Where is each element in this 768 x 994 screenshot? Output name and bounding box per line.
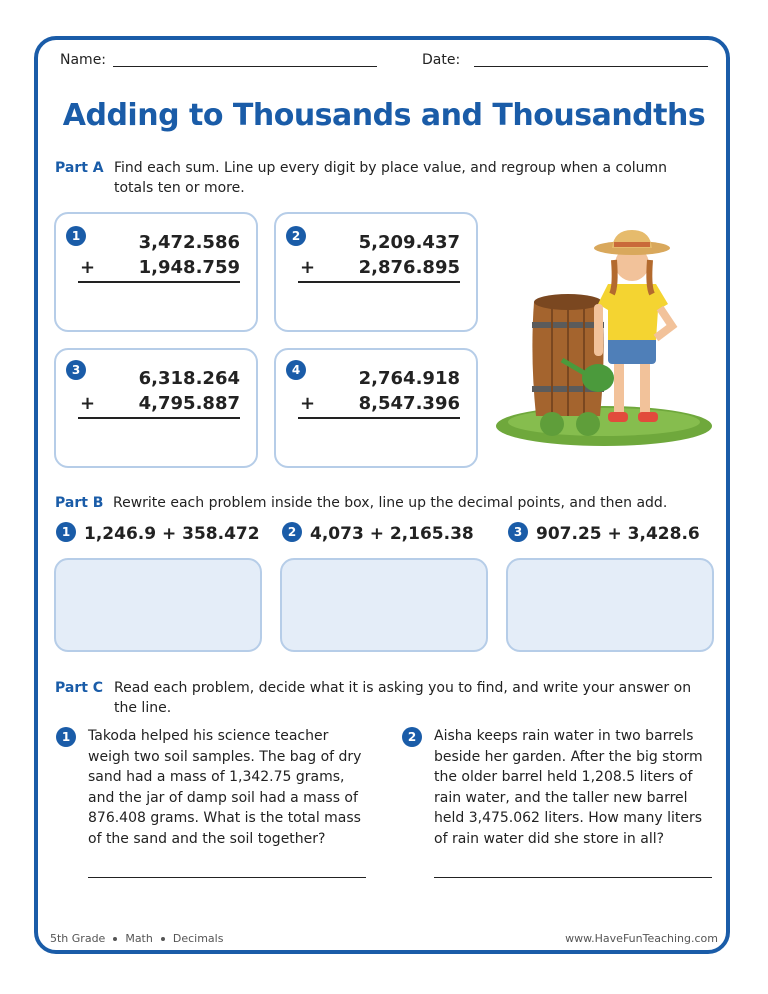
problem-expression: 4,073 + 2,165.38 — [310, 524, 474, 544]
addend-bottom: 8,547.396 — [358, 393, 460, 414]
plus-sign: + — [80, 393, 96, 414]
answer-box[interactable] — [506, 558, 714, 652]
answer-box[interactable] — [54, 558, 262, 652]
part-a-label: Part A — [55, 160, 104, 176]
part-c-label: Part C — [55, 680, 104, 696]
part-c-instruction: Read each problem, decide what it is asking you to find, and write your answer on the line. — [114, 680, 692, 716]
answer-box[interactable] — [280, 558, 488, 652]
answer-line[interactable] — [434, 877, 712, 878]
date-line[interactable] — [474, 66, 708, 67]
problem-number: 2 — [402, 727, 422, 747]
sum-line — [78, 417, 240, 419]
page-title: Adding to Thousands and Thousandths — [62, 98, 706, 133]
problem-number: 1 — [56, 727, 76, 747]
addend-top: 2,764.918 — [358, 368, 460, 389]
footer-tags — [50, 932, 223, 945]
plus-sign: + — [300, 393, 316, 414]
problem-number: 2 — [282, 522, 302, 542]
problem-number: 1 — [56, 522, 76, 542]
part-b-problem — [282, 524, 474, 544]
sum-line — [78, 281, 240, 283]
problem-number: 2 — [286, 226, 306, 246]
addend-bottom: 4,795.887 — [138, 393, 240, 414]
problem-box[interactable] — [54, 212, 258, 332]
addend-bottom: 2,876.895 — [358, 257, 460, 278]
problem-number: 4 — [286, 360, 306, 380]
grade-tag: 5th Grade — [50, 932, 106, 945]
part-b-label: Part B — [55, 495, 104, 511]
part-b-instruction: Rewrite each problem inside the box, line up the decimal points, and then add. — [113, 495, 668, 511]
problem-number: 1 — [66, 226, 86, 246]
plus-sign: + — [80, 257, 96, 278]
problem-box[interactable] — [274, 212, 478, 332]
addend-top: 5,209.437 — [358, 232, 460, 253]
addend-top: 6,318.264 — [138, 368, 240, 389]
problem-expression: 1,246.9 + 358.472 — [84, 524, 260, 544]
problem-number: 3 — [508, 522, 528, 542]
girl-barrel-illustration — [496, 226, 716, 450]
word-problem-text: Takoda helped his science teacher weigh two soil samples. The bag of dry sand had a mass of 1,342.75 grams, and the jar of damp soil had a mass of 876.408 grams. What is the total mass of the sand and the soil together? — [88, 728, 362, 847]
problem-box[interactable] — [54, 348, 258, 468]
plus-sign: + — [300, 257, 316, 278]
date-label: Date: — [422, 52, 461, 68]
part-a-instruction: Find each sum. Line up every digit by place value, and regroup when a column totals ten or more. — [114, 160, 668, 196]
sum-line — [298, 417, 460, 419]
topic-tag: Decimals — [172, 932, 224, 945]
part-b-problem — [508, 524, 700, 544]
sum-line — [298, 281, 460, 283]
subject-tag: Math — [125, 932, 153, 945]
problem-box[interactable] — [274, 348, 478, 468]
site-url: www.HaveFunTeaching.com — [565, 932, 718, 945]
addend-top: 3,472.586 — [138, 232, 240, 253]
problem-expression: 907.25 + 3,428.6 — [536, 524, 700, 544]
part-b-problem — [56, 524, 260, 544]
name-line[interactable] — [113, 66, 377, 67]
problem-number: 3 — [66, 360, 86, 380]
addend-bottom: 1,948.759 — [138, 257, 240, 278]
word-problem-text: Aisha keeps rain water in two barrels beside her garden. After the big storm the older barrel held 1,208.5 liters of rain water, and the taller new barrel held 3,475.062 liters. How many liters of rain water did she store in all? — [434, 728, 703, 847]
answer-line[interactable] — [88, 877, 366, 878]
name-label: Name: — [60, 52, 107, 68]
